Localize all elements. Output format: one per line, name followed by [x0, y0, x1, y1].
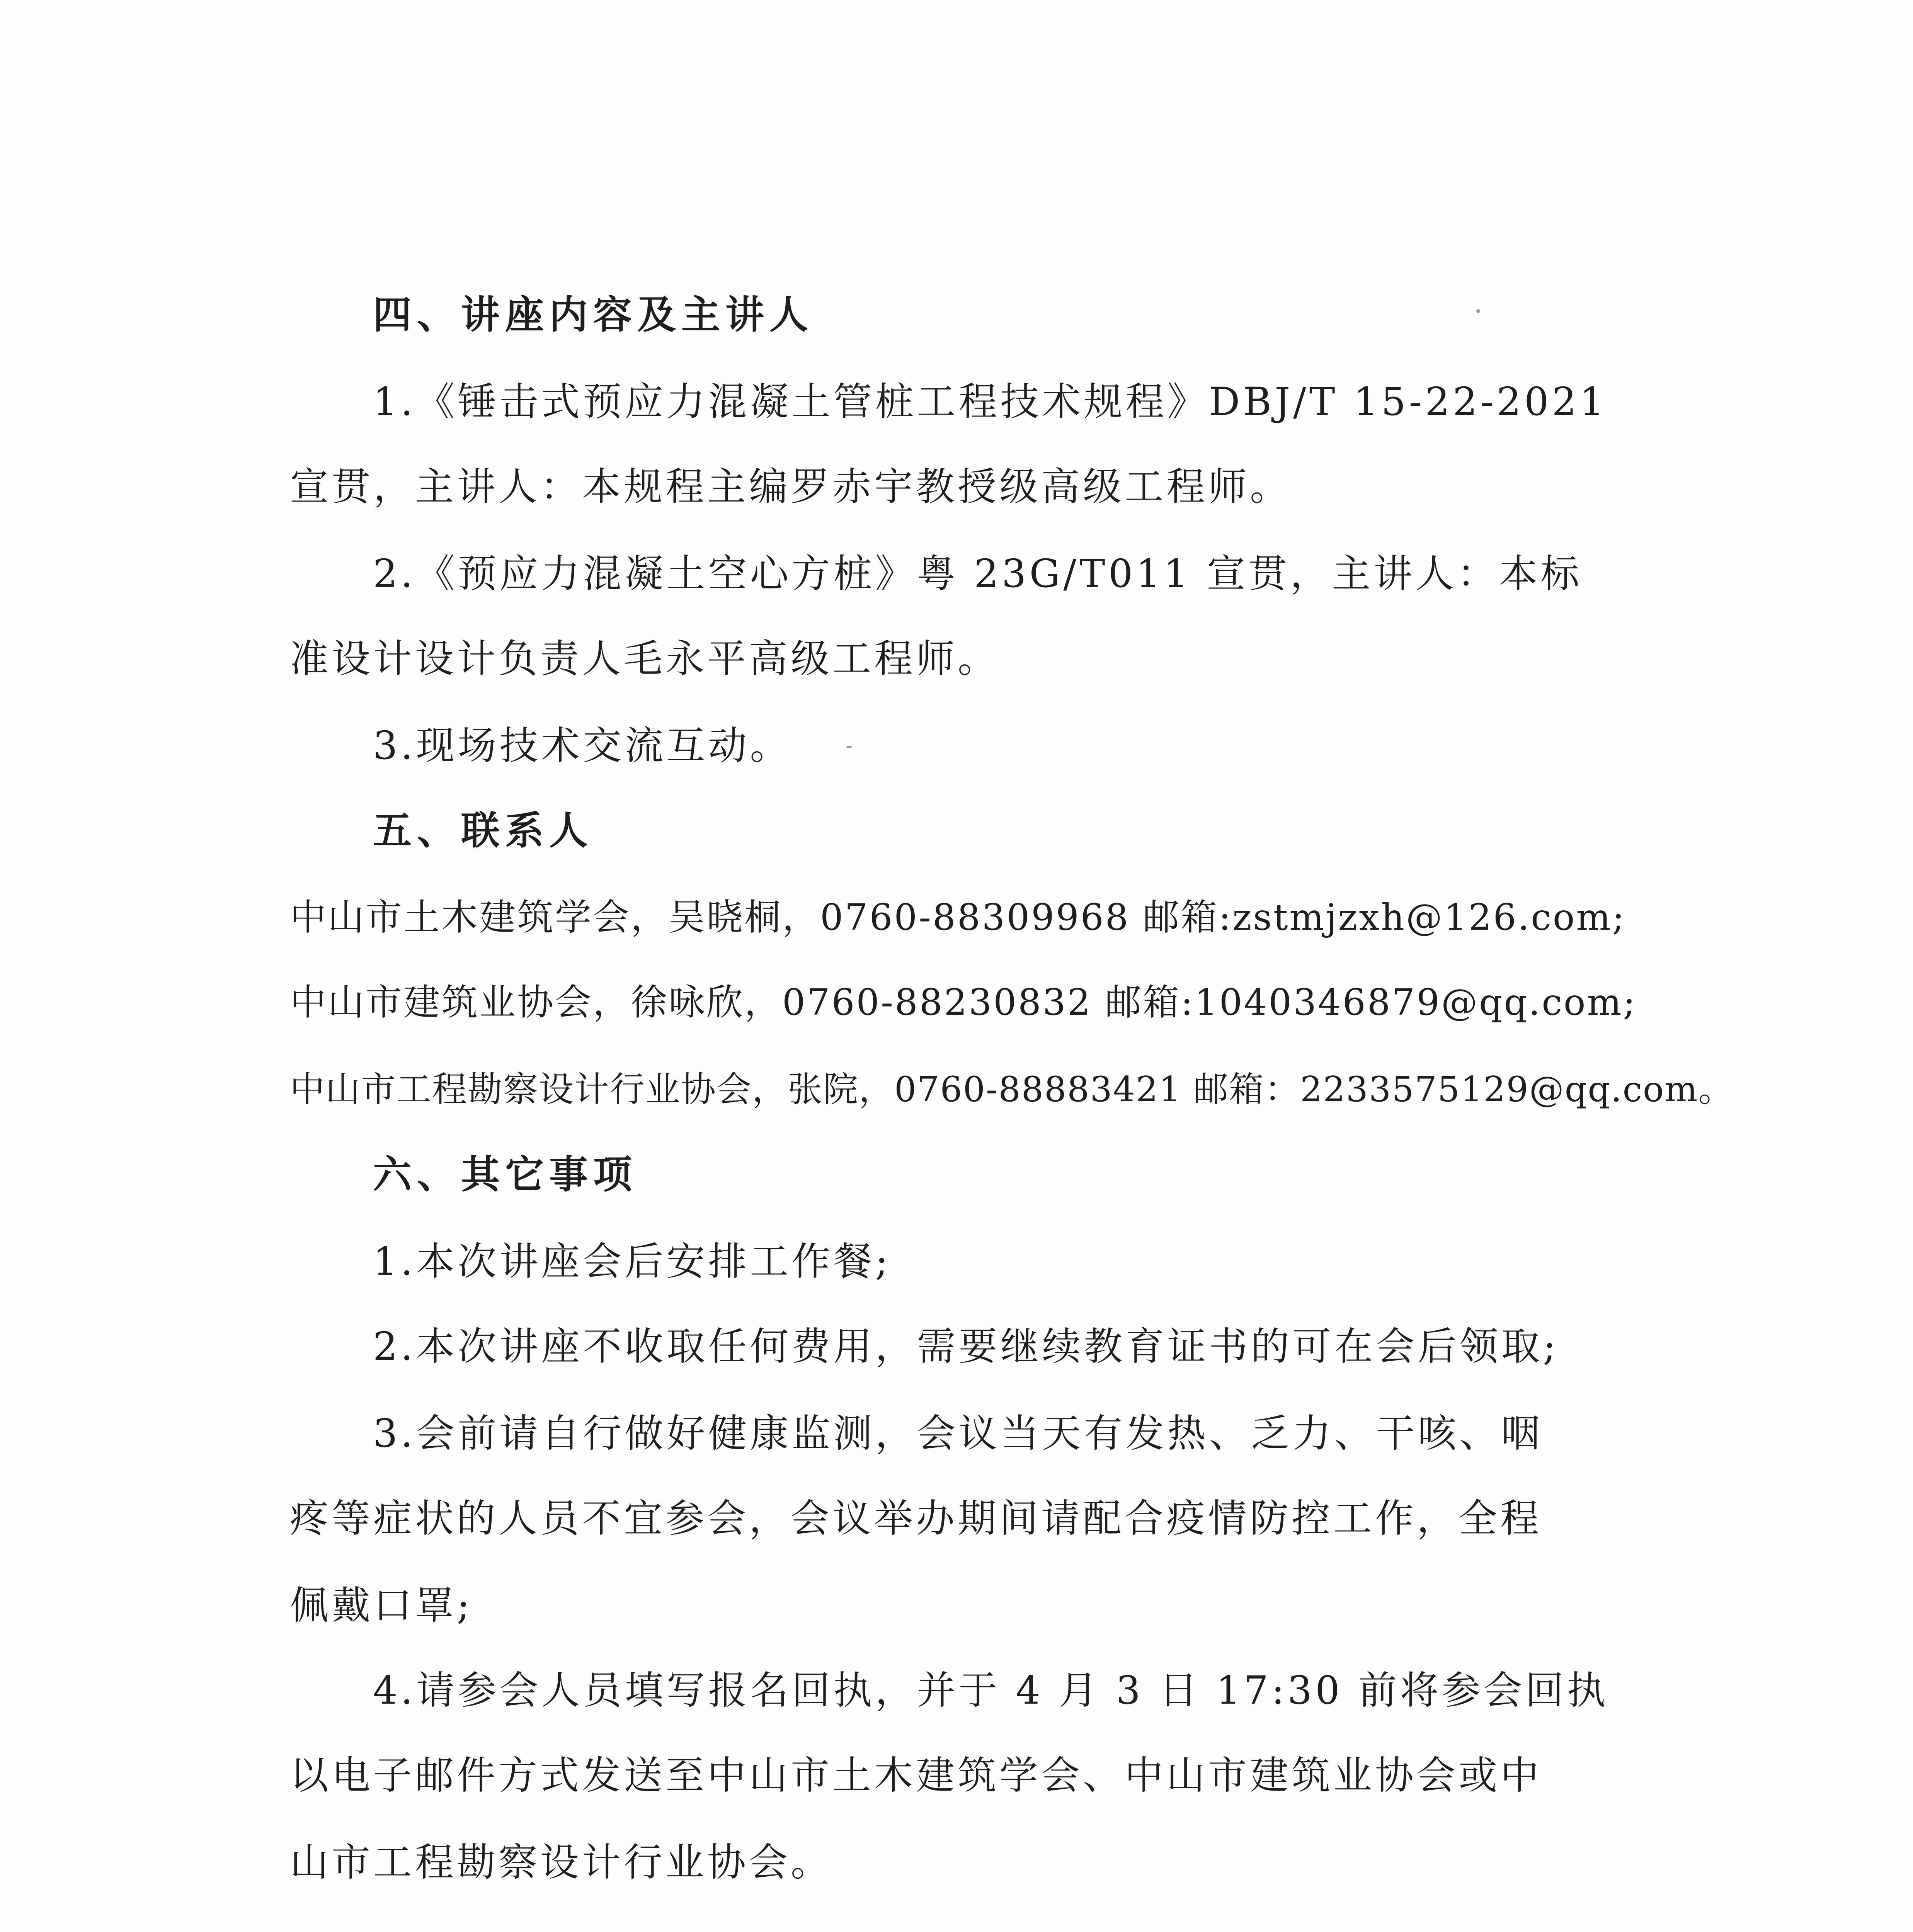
other-item-3-line-1: 3.会前请自行做好健康监测，会议当天有发热、乏力、干咳、咽	[373, 1411, 1543, 1456]
other-item-4-line-3: 山市工程勘察设计行业协会。	[290, 1840, 832, 1885]
other-item-4-line-2: 以电子邮件方式发送至中山市土木建筑学会、中山市建筑业协会或中	[290, 1753, 1542, 1798]
lecture-item-1-line-2: 宣贯，主讲人：本规程主编罗赤宇教授级高级工程师。	[290, 464, 1292, 509]
section-heading-contacts: 五、联系人	[373, 808, 593, 853]
other-item-3-line-3: 佩戴口罩;	[290, 1583, 473, 1628]
lecture-item-3: 3.现场技术交流互动。	[373, 723, 792, 768]
other-item-1: 1.本次讲座会后安排工作餐;	[373, 1239, 892, 1284]
other-item-4-line-1: 4.请参会人员填写报名回执，并于 4 月 3 日 17:30 前将参会回执	[373, 1668, 1609, 1713]
other-item-3-line-2: 疼等症状的人员不宜参会，会议举办期间请配合疫情防控工作，全程	[290, 1496, 1542, 1541]
scan-speck	[846, 746, 852, 748]
lecture-item-2-line-1: 2.《预应力混凝土空心方桩》粤 23G/T011 宣贯，主讲人：本标	[373, 551, 1583, 596]
section-heading-other-matters: 六、其它事项	[373, 1152, 637, 1197]
contact-line-1: 中山市土木建筑学会，吴晓桐，0760-88309968 邮箱:zstmjzxh@126.com;	[290, 896, 1626, 939]
contact-line-3: 中山市工程勘察设计行业协会，张院，0760-88883421 邮箱：2233575129@qq.com。	[290, 1069, 1734, 1110]
section-heading-lecture-content: 四、讲座内容及主讲人	[373, 292, 814, 337]
lecture-item-2-line-2: 准设计设计负责人毛永平高级工程师。	[290, 636, 999, 681]
lecture-item-1-line-1: 1.《锤击式预应力混凝土管桩工程技术规程》DBJ/T 15-22-2021	[373, 379, 1607, 424]
scan-speck	[1476, 309, 1480, 313]
other-item-2: 2.本次讲座不收取任何费用，需要继续教育证书的可在会后领取;	[373, 1324, 1559, 1369]
contact-line-2: 中山市建筑业协会，徐咏欣，0760-88230832 邮箱:1040346879@qq.com;	[290, 981, 1637, 1024]
